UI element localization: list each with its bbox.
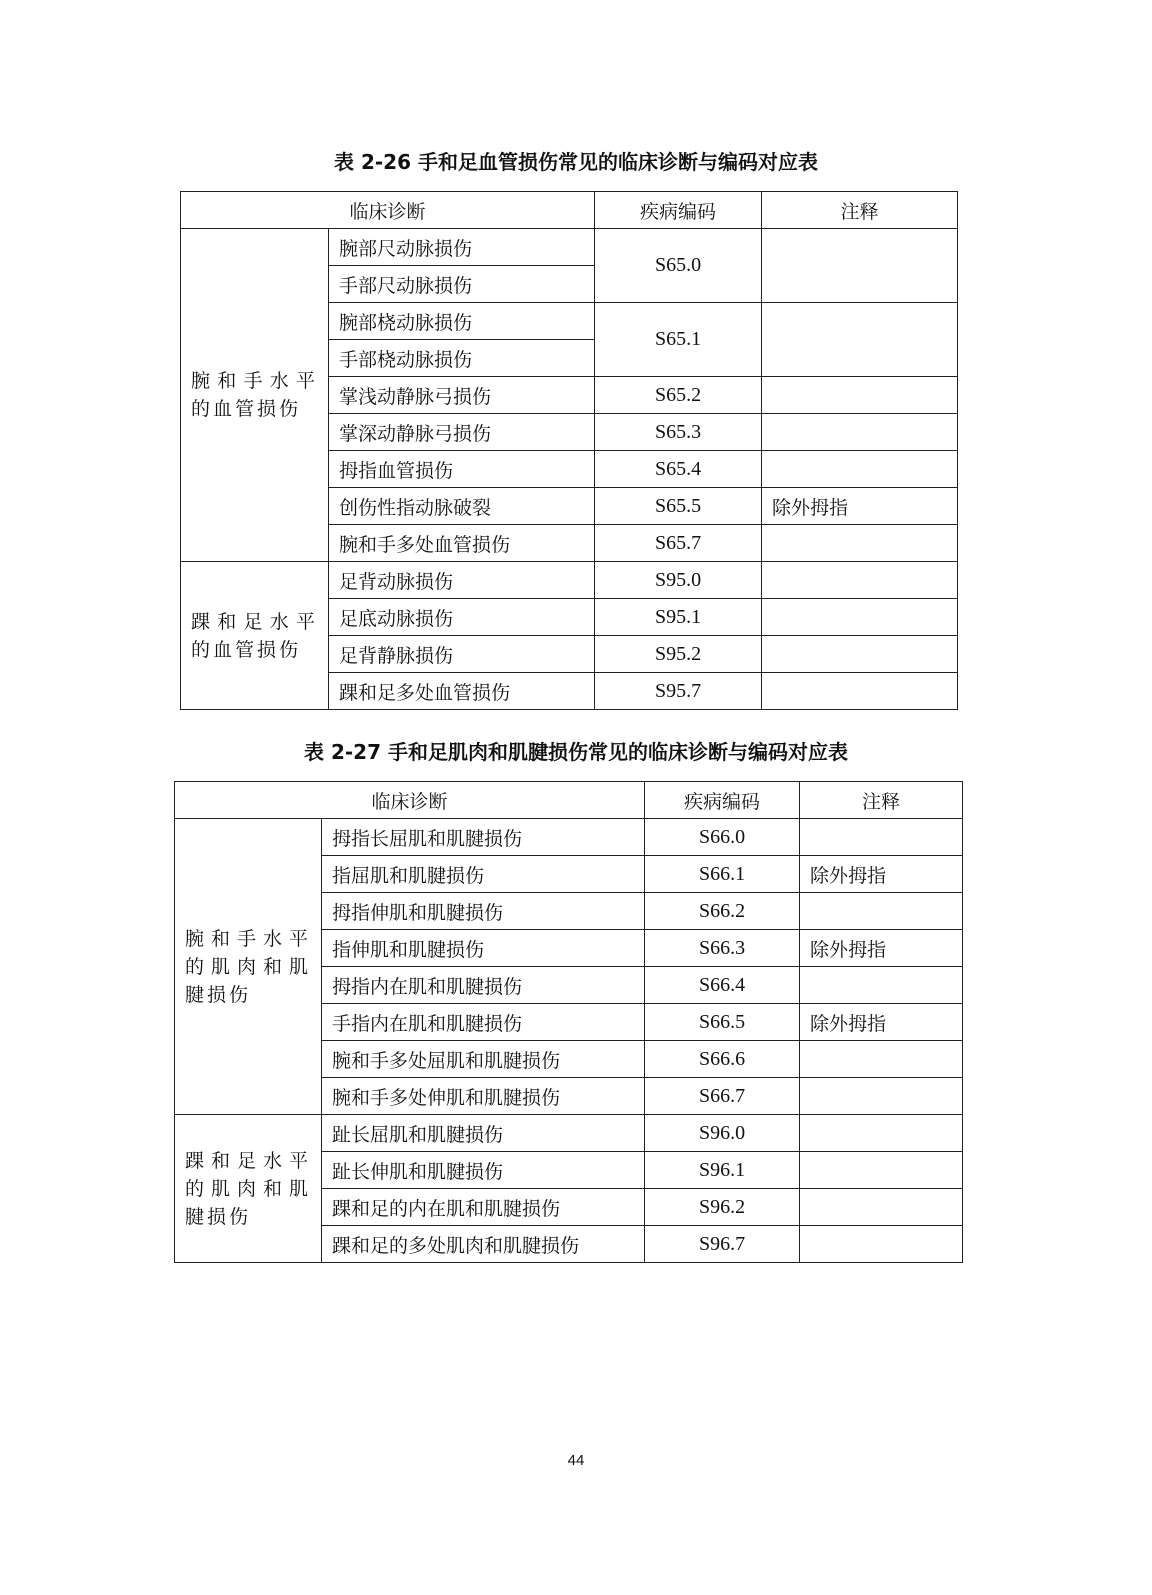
table-header-row bbox=[175, 782, 963, 819]
code-cell: S95.0 bbox=[595, 562, 762, 599]
diagnosis-cell: 拇指伸肌和肌腱损伤 bbox=[322, 893, 645, 930]
table-row bbox=[181, 562, 958, 599]
note-cell bbox=[762, 303, 958, 377]
code-cell: S95.2 bbox=[595, 636, 762, 673]
diagnosis-cell: 手指内在肌和肌腱损伤 bbox=[322, 1004, 645, 1041]
code-cell: S66.0 bbox=[645, 819, 800, 856]
note-cell bbox=[762, 673, 958, 710]
group-label: 腕和手水平的血管损伤 bbox=[181, 229, 329, 562]
code-cell: S66.5 bbox=[645, 1004, 800, 1041]
code-cell: S65.7 bbox=[595, 525, 762, 562]
note-cell bbox=[800, 1152, 963, 1189]
code-cell: S96.7 bbox=[645, 1226, 800, 1263]
note-cell bbox=[800, 1041, 963, 1078]
note-cell bbox=[800, 819, 963, 856]
diagnosis-cell: 足底动脉损伤 bbox=[329, 599, 595, 636]
note-cell bbox=[800, 893, 963, 930]
table-muscle-tendon-injury bbox=[174, 781, 963, 1263]
diagnosis-cell: 趾长屈肌和肌腱损伤 bbox=[322, 1115, 645, 1152]
note-cell bbox=[800, 1226, 963, 1263]
code-cell: S66.6 bbox=[645, 1041, 800, 1078]
note-cell bbox=[762, 451, 958, 488]
code-cell: S95.1 bbox=[595, 599, 762, 636]
note-cell: 除外拇指 bbox=[800, 1004, 963, 1041]
code-cell: S96.2 bbox=[645, 1189, 800, 1226]
note-cell: 除外拇指 bbox=[762, 488, 958, 525]
diagnosis-cell: 腕部桡动脉损伤 bbox=[329, 303, 595, 340]
header-code: 疾病编码 bbox=[595, 192, 762, 229]
note-cell bbox=[800, 967, 963, 1004]
header-note: 注释 bbox=[800, 782, 963, 819]
code-cell: S66.1 bbox=[645, 856, 800, 893]
note-cell bbox=[762, 414, 958, 451]
group-label: 踝和足水平的血管损伤 bbox=[181, 562, 329, 710]
note-cell bbox=[762, 636, 958, 673]
diagnosis-cell: 手部桡动脉损伤 bbox=[329, 340, 595, 377]
table-row bbox=[175, 819, 963, 856]
diagnosis-cell: 拇指血管损伤 bbox=[329, 451, 595, 488]
diagnosis-cell: 踝和足多处血管损伤 bbox=[329, 673, 595, 710]
group-label: 腕和手水平的肌肉和肌腱损伤 bbox=[175, 819, 322, 1115]
code-cell: S65.2 bbox=[595, 377, 762, 414]
note-cell bbox=[800, 1189, 963, 1226]
diagnosis-cell: 足背动脉损伤 bbox=[329, 562, 595, 599]
note-cell bbox=[762, 377, 958, 414]
header-code: 疾病编码 bbox=[645, 782, 800, 819]
diagnosis-cell: 腕和手多处血管损伤 bbox=[329, 525, 595, 562]
table-row bbox=[181, 229, 958, 266]
code-cell: S66.3 bbox=[645, 930, 800, 967]
code-cell: S65.5 bbox=[595, 488, 762, 525]
code-cell: S66.4 bbox=[645, 967, 800, 1004]
note-cell bbox=[762, 562, 958, 599]
code-cell: S96.0 bbox=[645, 1115, 800, 1152]
code-cell: S96.1 bbox=[645, 1152, 800, 1189]
note-cell bbox=[762, 229, 958, 303]
diagnosis-cell: 踝和足的多处肌肉和肌腱损伤 bbox=[322, 1226, 645, 1263]
table-row bbox=[175, 1115, 963, 1152]
diagnosis-cell: 拇指长屈肌和肌腱损伤 bbox=[322, 819, 645, 856]
diagnosis-cell: 掌深动静脉弓损伤 bbox=[329, 414, 595, 451]
code-cell: S66.7 bbox=[645, 1078, 800, 1115]
header-diagnosis: 临床诊断 bbox=[181, 192, 595, 229]
diagnosis-cell: 腕部尺动脉损伤 bbox=[329, 229, 595, 266]
diagnosis-cell: 足背静脉损伤 bbox=[329, 636, 595, 673]
note-cell bbox=[762, 525, 958, 562]
table-header-row bbox=[181, 192, 958, 229]
code-cell: S66.2 bbox=[645, 893, 800, 930]
header-note: 注释 bbox=[762, 192, 958, 229]
diagnosis-cell: 手部尺动脉损伤 bbox=[329, 266, 595, 303]
code-cell: S65.3 bbox=[595, 414, 762, 451]
diagnosis-cell: 趾长伸肌和肌腱损伤 bbox=[322, 1152, 645, 1189]
diagnosis-cell: 拇指内在肌和肌腱损伤 bbox=[322, 967, 645, 1004]
diagnosis-cell: 踝和足的内在肌和肌腱损伤 bbox=[322, 1189, 645, 1226]
table-title: 表 2-27 手和足肌肉和肌腱损伤常见的临床诊断与编码对应表 bbox=[304, 740, 848, 764]
page-number: 44 bbox=[567, 1452, 585, 1469]
table-title: 表 2-26 手和足血管损伤常见的临床诊断与编码对应表 bbox=[334, 150, 818, 174]
note-cell bbox=[800, 1078, 963, 1115]
note-cell: 除外拇指 bbox=[800, 930, 963, 967]
code-cell: S65.4 bbox=[595, 451, 762, 488]
note-cell bbox=[800, 1115, 963, 1152]
diagnosis-cell: 腕和手多处伸肌和肌腱损伤 bbox=[322, 1078, 645, 1115]
code-cell: S65.1 bbox=[595, 303, 762, 377]
diagnosis-cell: 掌浅动静脉弓损伤 bbox=[329, 377, 595, 414]
header-diagnosis: 临床诊断 bbox=[175, 782, 645, 819]
note-cell: 除外拇指 bbox=[800, 856, 963, 893]
code-cell: S95.7 bbox=[595, 673, 762, 710]
diagnosis-cell: 指伸肌和肌腱损伤 bbox=[322, 930, 645, 967]
diagnosis-cell: 指屈肌和肌腱损伤 bbox=[322, 856, 645, 893]
diagnosis-cell: 腕和手多处屈肌和肌腱损伤 bbox=[322, 1041, 645, 1078]
note-cell bbox=[762, 599, 958, 636]
table-vascular-injury bbox=[180, 191, 958, 710]
group-label: 踝和足水平的肌肉和肌腱损伤 bbox=[175, 1115, 322, 1263]
diagnosis-cell: 创伤性指动脉破裂 bbox=[329, 488, 595, 525]
code-cell: S65.0 bbox=[595, 229, 762, 303]
